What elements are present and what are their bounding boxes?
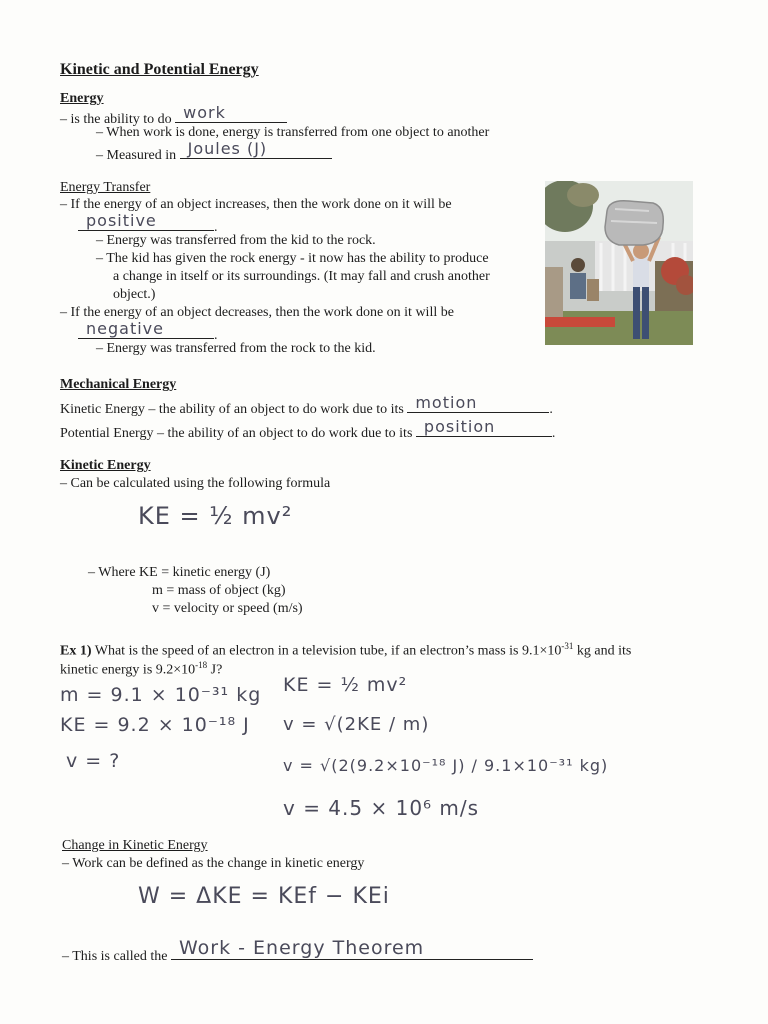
potential-definition-text: Potential Energy – the ability of an object to do work due to its — [60, 426, 413, 441]
kinetic-definition-text: Kinetic Energy – the ability of an object to do work due to its — [60, 402, 404, 417]
step-v-substituted: v = √(2(9.2×10⁻¹⁸ J) / 9.1×10⁻³¹ kg) — [283, 756, 609, 775]
work-blank — [175, 103, 287, 123]
step-v-result: v = 4.5 × 10⁶ m/s — [283, 796, 480, 820]
positive-answer: positive — [86, 211, 157, 230]
example-q-b: kg and its — [573, 643, 632, 659]
given-mass: m = 9.1 × 10⁻³¹ kg — [60, 684, 262, 706]
example-q-a: What is the speed of an electron in a television tube, if an electron’s mass is 9.1×10 — [94, 643, 562, 659]
work-energy-formula: W = ΔKE = KEf − KEi — [138, 884, 390, 909]
example-q-c: kinetic energy is 9.2×10 — [60, 662, 196, 678]
where-line2: m = mass of object (kg) — [152, 583, 286, 598]
joules-blank — [180, 139, 332, 159]
transfer-line1: – If the energy of an object increases, then the work done on it will be — [60, 197, 452, 212]
position-answer: position — [423, 417, 496, 436]
where-line3: v = velocity or speed (m/s) — [152, 601, 303, 616]
theorem-answer: Work - Energy Theorem — [179, 937, 425, 959]
kinetic-line1: – Can be calculated using the following formula — [60, 476, 331, 491]
step-ke: KE = ½ mv² — [283, 674, 408, 696]
example-question-line1 — [60, 641, 631, 660]
negative-answer: negative — [86, 319, 164, 338]
motion-blank — [407, 393, 549, 413]
transfer-answer2-line: negative . — [78, 324, 218, 344]
where-line1: – Where KE = kinetic energy (J) — [88, 565, 271, 580]
motion-answer: motion — [415, 393, 478, 412]
energy-line3-text: – Measured in — [96, 148, 177, 163]
joules-answer: Joules (J) — [187, 139, 268, 158]
example-q-d: J? — [207, 662, 223, 678]
transfer-line3b: a change in itself or its surroundings. (It may fall and crush another — [113, 269, 490, 284]
kinetic-definition: Kinetic Energy – the ability of an object to do work due to its motion . — [60, 393, 553, 417]
given-ke: KE = 9.2 × 10⁻¹⁸ J — [60, 714, 250, 736]
negative-blank — [78, 319, 214, 339]
potential-definition: Potential Energy – the ability of an object to do work due to its position . — [60, 417, 556, 441]
kinetic-heading: Kinetic Energy — [60, 458, 151, 473]
example-q-exp2: -18 — [195, 660, 208, 670]
change-heading: Change in Kinetic Energy — [62, 838, 208, 853]
change-line2 — [62, 937, 533, 965]
change-line1: – Work can be defined as the change in kinetic energy — [62, 856, 365, 871]
example-question-line2 — [60, 660, 222, 679]
step-v-formula: v = √(2KE / m) — [283, 714, 430, 735]
change-line2-text: – This is called the — [62, 949, 168, 964]
mechanical-heading: Mechanical Energy — [60, 377, 177, 392]
kid-lifting-rock-photo — [545, 181, 693, 345]
transfer-line5: – Energy was transferred from the rock to the kid. — [96, 341, 376, 356]
positive-blank — [78, 211, 214, 231]
example-q-exp1: -31 — [561, 641, 574, 651]
transfer-answer1-line: positive . — [78, 216, 218, 236]
page-title: Kinetic and Potential Energy — [60, 61, 259, 78]
energy-line2: – When work is done, energy is transferred from one object to another — [96, 125, 490, 140]
transfer-heading: Energy Transfer — [60, 180, 151, 195]
transfer-line4: – If the energy of an object decreases, then the work done on it will be — [60, 305, 454, 320]
work-answer: work — [183, 103, 226, 122]
ke-formula: KE = ½ mv² — [138, 502, 293, 530]
theorem-blank — [171, 937, 533, 960]
given-v: v = ? — [66, 750, 121, 772]
position-blank — [416, 417, 552, 437]
transfer-line2: – Energy was transferred from the kid to the rock. — [96, 233, 376, 248]
transfer-line3c: object.) — [113, 287, 156, 302]
energy-heading: Energy — [60, 91, 104, 106]
energy-line1-text: – is the ability to do — [60, 112, 172, 127]
example-label: Ex 1) — [60, 643, 92, 659]
transfer-line3: – The kid has given the rock energy - it now has the ability to produce — [96, 251, 489, 266]
energy-line3 — [96, 139, 332, 164]
